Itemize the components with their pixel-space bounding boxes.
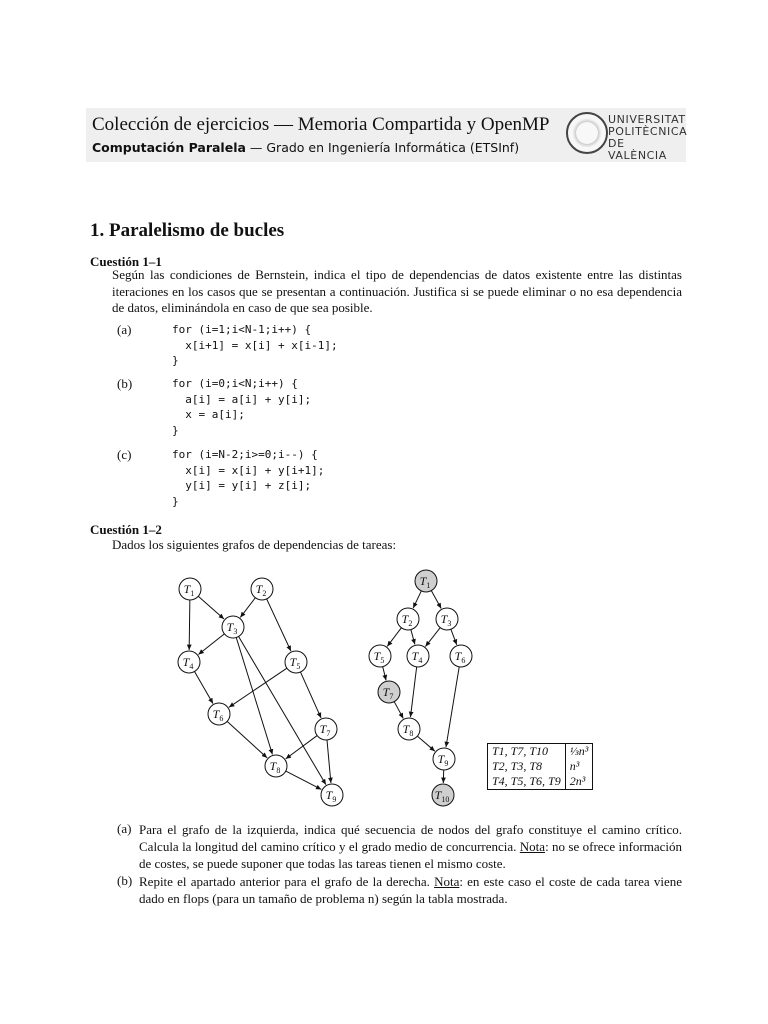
subquestion-b-label: (b): [117, 873, 133, 888]
cost-tasks: T1, T7, T10: [488, 744, 566, 760]
right-graph-edge-T7-T8: [394, 702, 403, 719]
left-graph-node-T7: [315, 718, 337, 740]
svg-text:T5: $T_5$: [373, 649, 385, 665]
svg-text:T8: $T_8$: [269, 759, 281, 775]
left-graph-edge-T3-T4: [198, 634, 224, 655]
left-graph-edge-T7-T8: [286, 736, 318, 759]
right-graph-edge-T3-T4: [425, 628, 440, 647]
right-graph-node-T4: [407, 645, 429, 667]
code-block-c: for (i=N-2;i>=0;i--) { x[i] = x[i] + y[i+1]; y[i] = y[i] + z[i]; }: [172, 448, 325, 508]
left-graph-edge-T1-T3: [198, 596, 224, 619]
svg-text:T1: $T_1$: [419, 574, 431, 590]
code-block-b: for (i=0;i<N;i++) { a[i] = a[i] + y[i]; x = a[i]; }: [172, 377, 312, 437]
left-graph-edge-T7-T9: [327, 740, 331, 783]
cost-row: [488, 774, 593, 790]
svg-text:T4: $T_4$: [411, 649, 423, 665]
right-graph-node-T6: [450, 645, 472, 667]
cost-value: n³: [569, 759, 580, 773]
cost-row: [488, 744, 593, 760]
svg-text:T6: $T_6$: [212, 707, 224, 723]
item-b-label: (b): [117, 376, 133, 391]
svg-text:T9: $T_9$: [325, 788, 337, 804]
cost-tasks: T2, T3, T8: [488, 759, 566, 774]
svg-text:T8: $T_8$: [402, 722, 414, 738]
left-graph-edge-T3-T8: [236, 638, 272, 755]
task-dependency-graphs: [0, 560, 768, 820]
left-graph-edge-T8-T9: [286, 771, 322, 789]
left-graph-edge-T1-T4: [189, 600, 190, 650]
right-graph-node-T1: [415, 570, 437, 592]
svg-text:T2: $T_2$: [401, 612, 413, 628]
subquestion-a-label: (a): [117, 821, 132, 836]
right-graph-edge-T1-T3: [431, 591, 441, 609]
right-graph-edge-T2-T4: [411, 630, 415, 645]
left-graph-node-T2: [251, 578, 273, 600]
svg-text:T4: $T_4$: [182, 655, 194, 671]
right-graph-node-T10: [432, 784, 454, 806]
right-graph-node-T5: [369, 645, 391, 667]
left-graph-node-T4: [178, 651, 200, 673]
question-1-1-title: Cuestión 1–1: [90, 254, 162, 269]
right-graph-node-T7: [378, 681, 400, 703]
left-graph-edge-T5-T6: [229, 668, 287, 707]
right-graph-edge-T4-T8: [410, 667, 416, 717]
question-1-2-title: Cuestión 1–2: [90, 522, 162, 537]
course-name: Computación Paralela: [92, 140, 246, 155]
subquestion-b-text: Repite el apartado anterior para el grafo de la derecha. Nota: en este caso el coste de cada tarea viene dado en flops (para un tamaño de problema n) según la tabla mostrada.: [139, 874, 682, 906]
svg-text:T3: $T_3$: [226, 620, 238, 636]
cost-tasks: T4, T5, T6, T9: [488, 774, 566, 790]
left-graph-node-T9: [321, 784, 343, 806]
svg-text:T1: $T_1$: [183, 582, 195, 598]
svg-text:T3: $T_3$: [440, 612, 452, 628]
cost-value: 2n³: [569, 774, 586, 788]
question-1-2-intro: Dados los siguientes grafos de dependencias de tareas:: [112, 537, 397, 552]
left-graph-edge-T2-T3: [240, 598, 255, 618]
university-seal-icon: [566, 112, 608, 154]
section-title: 1. Paralelismo de bucles: [90, 220, 285, 241]
left-graph-node-T6: [208, 703, 230, 725]
right-graph-edge-T5-T7: [383, 667, 386, 681]
left-graph-edge-T2-T5: [267, 599, 291, 651]
item-a-label: (a): [117, 322, 132, 337]
svg-text:T10: $T_{10}$: [434, 788, 450, 804]
document-title: Colección de ejercicios — Memoria Compartida y OpenMP: [92, 114, 550, 135]
right-graph-edge-T6-T9: [446, 667, 459, 747]
university-name: UNIVERSITAT POLITÈCNICA DE VALÈNCIA: [608, 113, 688, 162]
left-graph-edge-T4-T6: [194, 672, 213, 704]
right-graph-node-T8: [398, 718, 420, 740]
left-graph-node-T1: [179, 578, 201, 600]
svg-text:T7: $T_7$: [382, 685, 394, 701]
right-graph-edge-T3-T6: [451, 629, 457, 644]
left-graph-edge-T5-T7: [300, 672, 321, 718]
right-graph-edge-T8-T9: [417, 736, 435, 751]
right-graph-edge-T2-T5: [387, 628, 401, 647]
cost-row: [488, 759, 593, 774]
left-graph-node-T3: [222, 616, 244, 638]
svg-text:T5: $T_5$: [289, 655, 301, 671]
cost-value: ⅓n³: [569, 744, 589, 758]
item-c-label: (c): [117, 447, 132, 462]
right-graph-node-T9: [433, 748, 455, 770]
question-1-1-text: Según las condiciones de Bernstein, indica el tipo de dependencias de datos existente entre las distintas iteraciones en los casos que se presentan a continuación. Justifica si se puede eliminar o no esa dependencia de datos, eliminándola en caso de que sea posible.: [112, 267, 682, 315]
degree-name: — Grado en Ingeniería Informática (ETSInf): [245, 140, 520, 155]
code-block-a: for (i=1;i<N-1;i++) { x[i+1] = x[i] + x[i-1]; }: [172, 323, 338, 367]
right-graph-node-T2: [397, 608, 419, 630]
cost-table: [487, 743, 593, 790]
svg-text:T6: $T_6$: [454, 649, 466, 665]
svg-text:T2: $T_2$: [255, 582, 267, 598]
svg-text:T7: $T_7$: [319, 722, 331, 738]
subquestion-a-text: Para el grafo de la izquierda, indica qué secuencia de nodos del grafo constituye el camino crítico. Calcula la longitud del camino crítico y el grado medio de concurrencia. Nota: no se ofrece información de costes, se puede suponer que todas las tareas tienen el mismo coste.: [139, 822, 682, 871]
left-graph-node-T8: [265, 755, 287, 777]
svg-text:T9: $T_9$: [437, 752, 449, 768]
document-subtitle: [92, 140, 519, 155]
right-graph-node-T3: [436, 608, 458, 630]
left-graph-node-T5: [285, 651, 307, 673]
right-graph-edge-T1-T2: [413, 591, 421, 608]
university-logo: [566, 112, 688, 162]
left-graph-edge-T6-T8: [227, 721, 267, 757]
document-header: [86, 108, 686, 162]
